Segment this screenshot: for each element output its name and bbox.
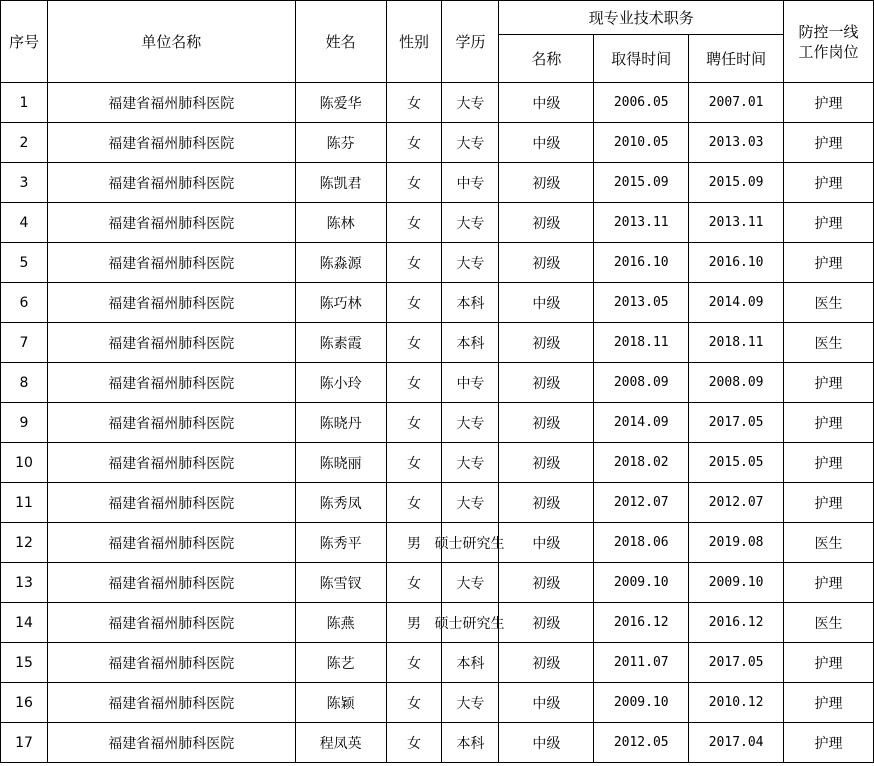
cell-appointed[interactable]: 2013.03 (689, 123, 784, 163)
cell-name[interactable]: 陈巧林 (295, 283, 386, 323)
cell-title[interactable]: 初级 (499, 443, 594, 483)
table-row (1, 323, 874, 363)
table-row (1, 483, 874, 523)
cell-gender[interactable]: 男 (386, 603, 442, 643)
cell-title[interactable]: 中级 (499, 283, 594, 323)
cell-seq[interactable]: 16 (1, 683, 48, 723)
table-row (1, 83, 874, 123)
cell-seq[interactable]: 17 (1, 723, 48, 763)
cell-unit[interactable]: 福建省福州肺科医院 (47, 563, 295, 603)
cell-seq[interactable]: 12 (1, 523, 48, 563)
cell-gender[interactable]: 女 (386, 643, 442, 683)
cell-education[interactable]: 大专 (442, 203, 499, 243)
cell-title[interactable]: 中级 (499, 723, 594, 763)
cell-gender[interactable]: 女 (386, 243, 442, 283)
header-unit[interactable]: 单位名称 (47, 1, 295, 83)
cell-obtained[interactable]: 2012.07 (594, 483, 689, 523)
cell-obtained[interactable]: 2011.07 (594, 643, 689, 683)
table-row (1, 603, 874, 643)
cell-education[interactable]: 本科 (442, 323, 499, 363)
header-obtained[interactable]: 取得时间 (594, 35, 689, 83)
table-row (1, 443, 874, 483)
header-post[interactable] (784, 1, 874, 83)
cell-gender[interactable]: 女 (386, 443, 442, 483)
header-title-group[interactable]: 现专业技术职务 (499, 1, 784, 35)
cell-name[interactable]: 陈素霞 (295, 323, 386, 363)
table-row (1, 243, 874, 283)
table-body (1, 83, 874, 763)
cell-title[interactable]: 初级 (499, 163, 594, 203)
cell-appointed[interactable]: 2017.05 (689, 403, 784, 443)
cell-appointed[interactable]: 2019.08 (689, 523, 784, 563)
cell-gender[interactable]: 女 (386, 203, 442, 243)
cell-name[interactable]: 陈芬 (295, 123, 386, 163)
cell-name[interactable]: 陈林 (295, 203, 386, 243)
cell-education[interactable] (434, 523, 505, 563)
cell-post[interactable]: 医生 (784, 283, 874, 323)
cell-seq[interactable]: 10 (1, 443, 48, 483)
education-text: 硕士研究生 (434, 615, 505, 632)
cell-post[interactable]: 护理 (784, 203, 874, 243)
cell-name[interactable]: 陈秀凤 (295, 483, 386, 523)
cell-unit[interactable]: 福建省福州肺科医院 (47, 723, 295, 763)
cell-name[interactable]: 陈雪钗 (295, 563, 386, 603)
cell-seq[interactable]: 9 (1, 403, 48, 443)
cell-seq[interactable]: 11 (1, 483, 48, 523)
cell-education[interactable]: 大专 (442, 683, 499, 723)
cell-obtained[interactable]: 2018.06 (594, 523, 689, 563)
cell-seq[interactable]: 1 (1, 83, 48, 123)
table-row (1, 203, 874, 243)
cell-education[interactable]: 大专 (442, 83, 499, 123)
cell-appointed[interactable]: 2015.05 (689, 443, 784, 483)
cell-post[interactable]: 护理 (784, 483, 874, 523)
cell-post[interactable]: 护理 (784, 683, 874, 723)
cell-appointed[interactable]: 2016.12 (689, 603, 784, 643)
cell-appointed[interactable]: 2017.04 (689, 723, 784, 763)
table-row (1, 563, 874, 603)
cell-gender[interactable]: 女 (386, 403, 442, 443)
cell-appointed[interactable]: 2013.11 (689, 203, 784, 243)
cell-post[interactable]: 护理 (784, 443, 874, 483)
header-gender[interactable]: 性别 (386, 1, 442, 83)
cell-gender[interactable]: 女 (386, 283, 442, 323)
cell-obtained[interactable]: 2014.09 (594, 403, 689, 443)
cell-education[interactable]: 本科 (442, 723, 499, 763)
cell-post[interactable]: 医生 (784, 323, 874, 363)
cell-unit[interactable]: 福建省福州肺科医院 (47, 363, 295, 403)
cell-education[interactable]: 中专 (442, 363, 499, 403)
cell-title[interactable]: 中级 (499, 83, 594, 123)
cell-title[interactable]: 初级 (499, 563, 594, 603)
cell-obtained[interactable]: 2008.09 (594, 363, 689, 403)
header-seq[interactable]: 序号 (1, 1, 48, 83)
cell-obtained[interactable]: 2018.11 (594, 323, 689, 363)
header-appointed[interactable]: 聘任时间 (689, 35, 784, 83)
cell-seq[interactable]: 5 (1, 243, 48, 283)
cell-name[interactable]: 陈燕 (295, 603, 386, 643)
cell-unit[interactable]: 福建省福州肺科医院 (47, 523, 295, 563)
cell-title[interactable]: 初级 (499, 363, 594, 403)
cell-obtained[interactable]: 2016.10 (594, 243, 689, 283)
cell-name[interactable]: 陈淼源 (295, 243, 386, 283)
header-post-line2: 工作岗位 (798, 42, 859, 61)
cell-appointed[interactable]: 2017.05 (689, 643, 784, 683)
cell-title[interactable]: 初级 (499, 243, 594, 283)
cell-appointed[interactable]: 2014.09 (689, 283, 784, 323)
cell-seq[interactable]: 13 (1, 563, 48, 603)
cell-obtained[interactable]: 2013.11 (594, 203, 689, 243)
cell-name[interactable]: 陈艺 (295, 643, 386, 683)
cell-title[interactable]: 初级 (499, 603, 594, 643)
cell-unit[interactable]: 福建省福州肺科医院 (47, 283, 295, 323)
cell-post[interactable]: 护理 (784, 83, 874, 123)
cell-obtained[interactable]: 2016.12 (594, 603, 689, 643)
header-education[interactable]: 学历 (442, 1, 499, 83)
cell-unit[interactable]: 福建省福州肺科医院 (47, 163, 295, 203)
header-post-line1: 防控一线 (798, 22, 859, 41)
cell-title[interactable]: 初级 (499, 643, 594, 683)
cell-name[interactable]: 陈小玲 (295, 363, 386, 403)
cell-seq[interactable]: 4 (1, 203, 48, 243)
cell-gender[interactable]: 女 (386, 683, 442, 723)
cell-education[interactable]: 大专 (442, 483, 499, 523)
cell-name[interactable]: 陈凯君 (295, 163, 386, 203)
cell-gender[interactable]: 男 (386, 523, 442, 563)
cell-title[interactable]: 中级 (499, 683, 594, 723)
cell-education[interactable]: 本科 (442, 283, 499, 323)
table-row (1, 643, 874, 683)
cell-post[interactable]: 医生 (784, 523, 874, 563)
cell-education[interactable]: 大专 (442, 403, 499, 443)
table-row (1, 163, 874, 203)
cell-education[interactable]: 大专 (442, 443, 499, 483)
cell-title[interactable]: 中级 (499, 123, 594, 163)
cell-post[interactable]: 护理 (784, 123, 874, 163)
cell-gender[interactable]: 女 (386, 723, 442, 763)
cell-post[interactable]: 护理 (784, 563, 874, 603)
cell-name[interactable]: 陈晓丽 (295, 443, 386, 483)
table-row (1, 403, 874, 443)
cell-unit[interactable]: 福建省福州肺科医院 (47, 643, 295, 683)
cell-appointed[interactable]: 2016.10 (689, 243, 784, 283)
cell-obtained[interactable]: 2015.09 (594, 163, 689, 203)
cell-unit[interactable]: 福建省福州肺科医院 (47, 443, 295, 483)
cell-seq[interactable]: 8 (1, 363, 48, 403)
cell-title[interactable]: 初级 (499, 483, 594, 523)
cell-seq[interactable]: 14 (1, 603, 48, 643)
table-row (1, 123, 874, 163)
cell-unit[interactable]: 福建省福州肺科医院 (47, 403, 295, 443)
cell-name[interactable]: 陈秀平 (295, 523, 386, 563)
education-clip (434, 533, 505, 553)
cell-unit[interactable]: 福建省福州肺科医院 (47, 603, 295, 643)
cell-post[interactable]: 医生 (784, 603, 874, 643)
cell-post[interactable]: 护理 (784, 243, 874, 283)
cell-education[interactable]: 本科 (442, 643, 499, 683)
cell-obtained[interactable]: 2009.10 (594, 563, 689, 603)
cell-obtained[interactable]: 2010.05 (594, 123, 689, 163)
cell-gender[interactable]: 女 (386, 123, 442, 163)
table-row (1, 363, 874, 403)
table-row (1, 683, 874, 723)
cell-seq[interactable]: 15 (1, 643, 48, 683)
cell-unit[interactable]: 福建省福州肺科医院 (47, 83, 295, 123)
cell-seq[interactable]: 6 (1, 283, 48, 323)
cell-appointed[interactable]: 2012.07 (689, 483, 784, 523)
header-name[interactable]: 姓名 (295, 1, 386, 83)
cell-seq[interactable]: 7 (1, 323, 48, 363)
cell-unit[interactable]: 福建省福州肺科医院 (47, 243, 295, 283)
cell-education[interactable] (434, 603, 505, 643)
cell-appointed[interactable]: 2009.10 (689, 563, 784, 603)
cell-post[interactable]: 护理 (784, 163, 874, 203)
cell-obtained[interactable]: 2012.05 (594, 723, 689, 763)
education-text: 硕士研究生 (434, 535, 505, 552)
cell-appointed[interactable]: 2010.12 (689, 683, 784, 723)
cell-gender[interactable]: 女 (386, 483, 442, 523)
cell-education[interactable]: 大专 (442, 243, 499, 283)
cell-post[interactable]: 护理 (784, 403, 874, 443)
cell-unit[interactable]: 福建省福州肺科医院 (47, 323, 295, 363)
cell-obtained[interactable]: 2009.10 (594, 683, 689, 723)
cell-unit[interactable]: 福建省福州肺科医院 (47, 483, 295, 523)
cell-name[interactable]: 程凤英 (295, 723, 386, 763)
cell-appointed[interactable]: 2008.09 (689, 363, 784, 403)
cell-gender[interactable]: 女 (386, 563, 442, 603)
cell-gender[interactable]: 女 (386, 363, 442, 403)
cell-name[interactable]: 陈晓丹 (295, 403, 386, 443)
cell-title[interactable]: 中级 (499, 523, 594, 563)
table-row (1, 523, 874, 563)
cell-unit[interactable]: 福建省福州肺科医院 (47, 203, 295, 243)
cell-appointed[interactable]: 2007.01 (689, 83, 784, 123)
cell-unit[interactable]: 福建省福州肺科医院 (47, 683, 295, 723)
table-row (1, 723, 874, 763)
cell-seq[interactable]: 2 (1, 123, 48, 163)
cell-obtained[interactable]: 2006.05 (594, 83, 689, 123)
header-title-name[interactable]: 名称 (499, 35, 594, 83)
cell-gender[interactable]: 女 (386, 323, 442, 363)
cell-gender[interactable]: 女 (386, 83, 442, 123)
cell-post[interactable]: 护理 (784, 723, 874, 763)
cell-education[interactable]: 大专 (442, 123, 499, 163)
cell-unit[interactable]: 福建省福州肺科医院 (47, 123, 295, 163)
table-row (1, 283, 874, 323)
cell-appointed[interactable]: 2015.09 (689, 163, 784, 203)
cell-obtained[interactable]: 2018.02 (594, 443, 689, 483)
cell-title[interactable]: 初级 (499, 203, 594, 243)
cell-title[interactable]: 初级 (499, 403, 594, 443)
cell-post[interactable]: 护理 (784, 643, 874, 683)
cell-post[interactable]: 护理 (784, 363, 874, 403)
cell-title[interactable]: 初级 (499, 323, 594, 363)
cell-gender[interactable]: 女 (386, 163, 442, 203)
education-clip (434, 613, 505, 633)
cell-obtained[interactable]: 2013.05 (594, 283, 689, 323)
cell-education[interactable]: 中专 (442, 163, 499, 203)
cell-appointed[interactable]: 2018.11 (689, 323, 784, 363)
cell-seq[interactable]: 3 (1, 163, 48, 203)
cell-education[interactable]: 大专 (442, 563, 499, 603)
cell-name[interactable]: 陈颖 (295, 683, 386, 723)
cell-name[interactable]: 陈爱华 (295, 83, 386, 123)
